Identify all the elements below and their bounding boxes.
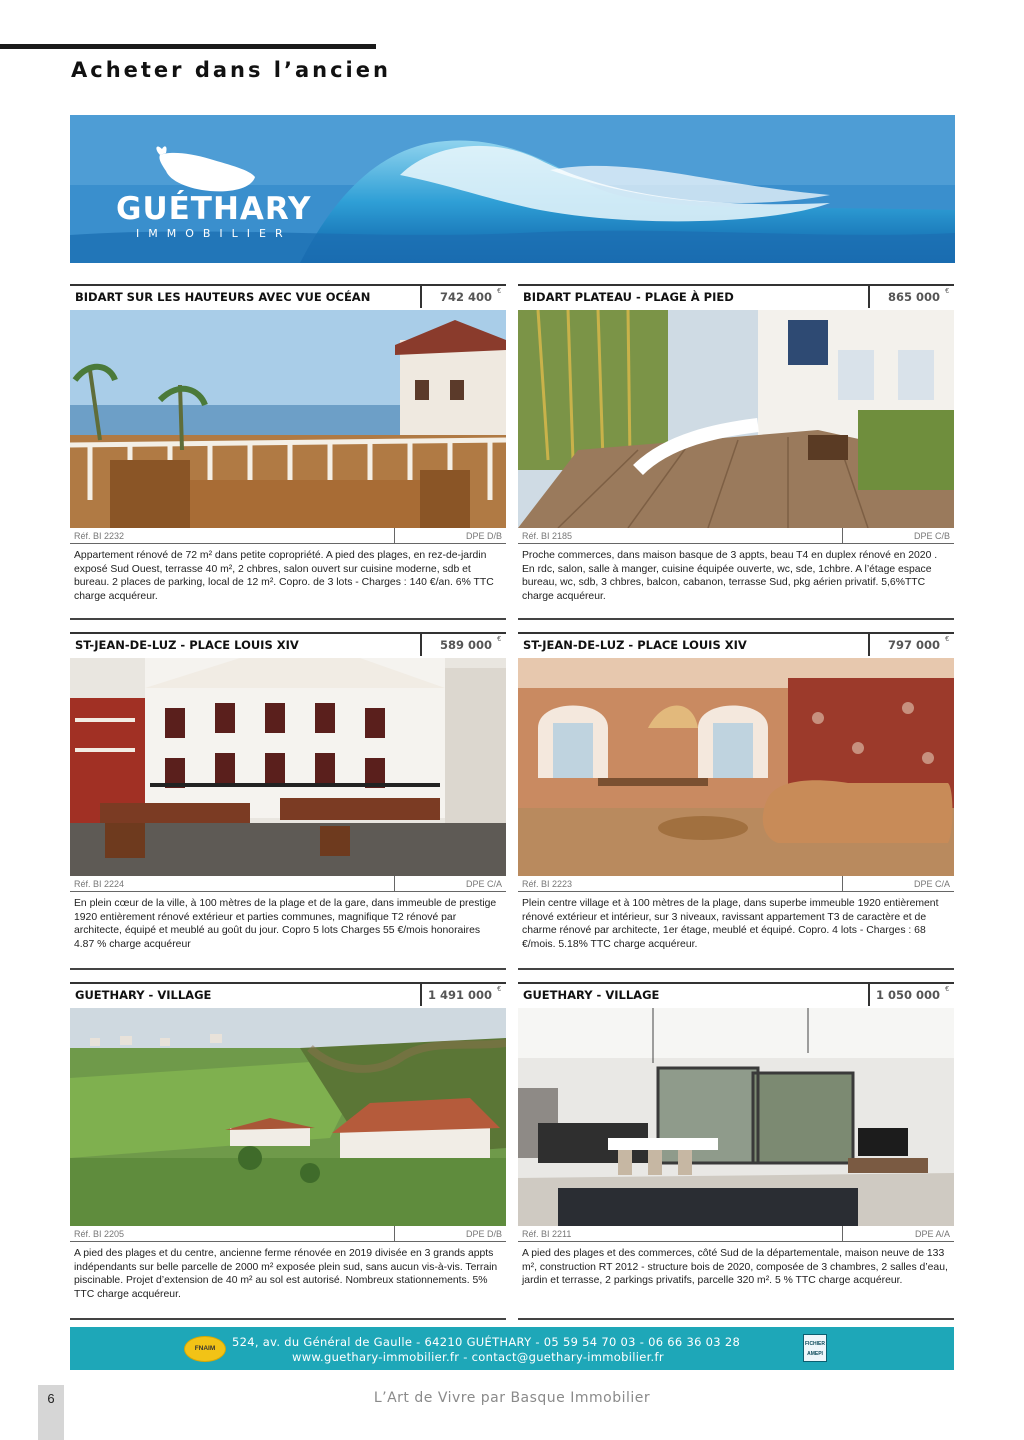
- listing-photo[interactable]: [70, 658, 506, 876]
- brand-name: GUÉTHARY: [116, 191, 312, 227]
- page-title: Acheter dans l’ancien: [71, 58, 391, 82]
- listing-title: BIDART SUR LES HAUTEURS AVEC VUE OCÉAN: [75, 290, 371, 304]
- listing-description: En plein cœur de la ville, à 100 mètres de la plage et de la gare, dans immeuble de prestige 1920 entièrement rénové extérieur et parties communes, magnifique T2 rénové par architecte, équipé et meublé au goût du jour. Copro 5 lots Charges 55 €/mois honoraires 4.87 % charge acquéreur: [74, 898, 497, 950]
- card-divider: [70, 1318, 506, 1320]
- listing-photo[interactable]: [518, 1008, 954, 1226]
- listing-header: [518, 284, 954, 308]
- dpe-box: [842, 528, 954, 544]
- card-divider: [70, 968, 506, 970]
- price-box: [420, 286, 506, 308]
- price-box: [868, 984, 954, 1006]
- listing-dpe: DPE C/B: [913, 531, 950, 541]
- price-box: [420, 984, 506, 1006]
- contact-web[interactable]: www.guethary-immobilier.fr - contact@guethary-immobilier.fr: [292, 1350, 664, 1364]
- currency-symbol: €: [945, 636, 949, 643]
- contact-address: 524, av. du Général de Gaulle - 64210 GUÉTHARY - 05 59 54 70 03 - 06 66 36 03 28: [232, 1335, 741, 1349]
- dpe-box: [842, 876, 954, 892]
- brand-subtitle: IMMOBILIER: [136, 227, 292, 240]
- listing-card[interactable]: [70, 284, 506, 603]
- listing-title: GUETHARY - VILLAGE: [75, 988, 212, 1002]
- dpe-box: [394, 1226, 506, 1242]
- ref-row: [518, 876, 954, 892]
- price-box: [868, 286, 954, 308]
- listing-title: GUETHARY - VILLAGE: [523, 988, 660, 1002]
- ref-row: [518, 528, 954, 544]
- card-divider: [70, 618, 506, 620]
- amepi-label-top: FICHIER: [805, 1341, 825, 1347]
- listing-dpe: DPE A/A: [914, 1229, 950, 1239]
- listing-price: 742 400: [439, 290, 492, 304]
- card-divider: [518, 968, 954, 970]
- listing-description: Plein centre village et à 100 mètres de la plage, dans superbe immeuble 1920 entièrement rénové extérieur et intérieur, sur 3 niveaux, ravissant appartement T3 de caractère et de charme rénové par architecte, 1er étage, meublé et équipé. Copro. 4 lots - Charges : 68 €/mois. 5.18% TTC charge acquéreur.: [522, 898, 939, 950]
- listing-dpe: DPE D/B: [465, 1229, 502, 1239]
- listing-price: 589 000: [439, 638, 492, 652]
- listing-description: A pied des plages et du centre, ancienne ferme rénovée en 2019 divisée en 3 grands appts indépendants sur belle parcelle de 2000 m² exposée plein sud, sans aucun vis-à-vis. Terrain piscinable. Projet d’extension de 40 m² au sol est autorisé. Nombreux stationnements. 5% TTC charge acquéreur.: [74, 1248, 498, 1300]
- amepi-logo: [803, 1334, 827, 1362]
- listing-description: Appartement rénové de 72 m² dans petite copropriété. A pied des plages, en rez-de-jardin exposé Sud Ouest, terrasse 40 m², 2 chbres, salon ouvert sur cuisine moderne, sdb et bureau. 2 places de parking, local de 12 m². Copro. de 3 lots - Charges : 140 €/an. 6% TTC charge acquéreur.: [74, 550, 494, 602]
- listing-title: ST-JEAN-DE-LUZ - PLACE LOUIS XIV: [523, 638, 747, 652]
- listing-title: ST-JEAN-DE-LUZ - PLACE LOUIS XIV: [75, 638, 299, 652]
- listing-ref: Réf. BI 2185: [522, 531, 573, 541]
- listing-ref: Réf. BI 2205: [74, 1229, 125, 1239]
- listing-header: [70, 982, 506, 1006]
- listing-dpe: DPE C/A: [465, 879, 502, 889]
- currency-symbol: €: [497, 288, 501, 295]
- dpe-box: [394, 876, 506, 892]
- fnaim-label: FNAIM: [194, 1345, 216, 1352]
- currency-symbol: €: [497, 986, 501, 993]
- dpe-box: [394, 528, 506, 544]
- dpe-box: [842, 1226, 954, 1242]
- price-box: [420, 634, 506, 656]
- listing-description: Proche commerces, dans maison basque de 3 appts, beau T4 en duplex rénové en 2020 . En rdc, salon, salle à manger, cuisine équipée ouverte, wc, sde, 1chbre. A l’étage espace bureau, wc, sdb, 3 chbres, balcon, cabanon, terrasse Sud, pkg aérien privatif. 5,6%TTC charge acquéreur.: [522, 550, 938, 602]
- listing-photo[interactable]: [70, 1008, 506, 1226]
- listing-photo[interactable]: [518, 310, 954, 528]
- listing-dpe: DPE C/A: [913, 879, 950, 889]
- listing-ref: Réf. BI 2224: [74, 879, 125, 889]
- card-divider: [518, 1318, 954, 1320]
- listing-photo[interactable]: [518, 658, 954, 876]
- listing-title: BIDART PLATEAU - PLAGE À PIED: [523, 290, 734, 304]
- magazine-tagline: L’Art de Vivre par Basque Immobilier: [373, 1390, 651, 1406]
- listing-photo[interactable]: [70, 310, 506, 528]
- listing-header: [518, 632, 954, 656]
- currency-symbol: €: [497, 636, 501, 643]
- page-number: 6: [47, 1391, 55, 1406]
- wave-illustration: [70, 115, 955, 263]
- listing-price: 1 491 000: [427, 988, 492, 1002]
- card-divider: [518, 618, 954, 620]
- listing-price: 1 050 000: [875, 988, 940, 1002]
- listing-ref: Réf. BI 2223: [522, 879, 573, 889]
- listing-header: [518, 982, 954, 1006]
- listing-price: 797 000: [887, 638, 940, 652]
- contact-band: [70, 1327, 954, 1370]
- listing-ref: Réf. BI 2211: [522, 1229, 572, 1239]
- listing-dpe: DPE D/B: [465, 531, 502, 541]
- listing-header: [70, 284, 506, 308]
- amepi-label-bottom: AMEPI: [807, 1351, 823, 1357]
- listing-card[interactable]: [518, 982, 954, 1288]
- agency-banner: [70, 115, 955, 263]
- listing-card[interactable]: [70, 982, 506, 1301]
- listing-header: [70, 632, 506, 656]
- ref-row: [518, 1226, 954, 1242]
- listing-price: 865 000: [887, 290, 940, 304]
- currency-symbol: €: [945, 986, 949, 993]
- price-box: [868, 634, 954, 656]
- fnaim-logo: [184, 1336, 226, 1362]
- listing-card[interactable]: [518, 632, 954, 951]
- ref-row: [70, 876, 506, 892]
- ref-row: [70, 1226, 506, 1242]
- listing-description: A pied des plages et des commerces, côté Sud de la départementale, maison neuve de 133 m², construction RT 2012 - structure bois de 2020, composée de 3 chambres, 2 salles d’eau, jardin et terrasse, 2 parkings privatifs, parcelle 320 m². 5 % TTC charge acquéreur.: [522, 1248, 948, 1286]
- currency-symbol: €: [945, 288, 949, 295]
- listing-ref: Réf. BI 2232: [74, 531, 125, 541]
- listing-card[interactable]: [518, 284, 954, 603]
- top-rule: [0, 44, 376, 49]
- listing-card[interactable]: [70, 632, 506, 951]
- ref-row: [70, 528, 506, 544]
